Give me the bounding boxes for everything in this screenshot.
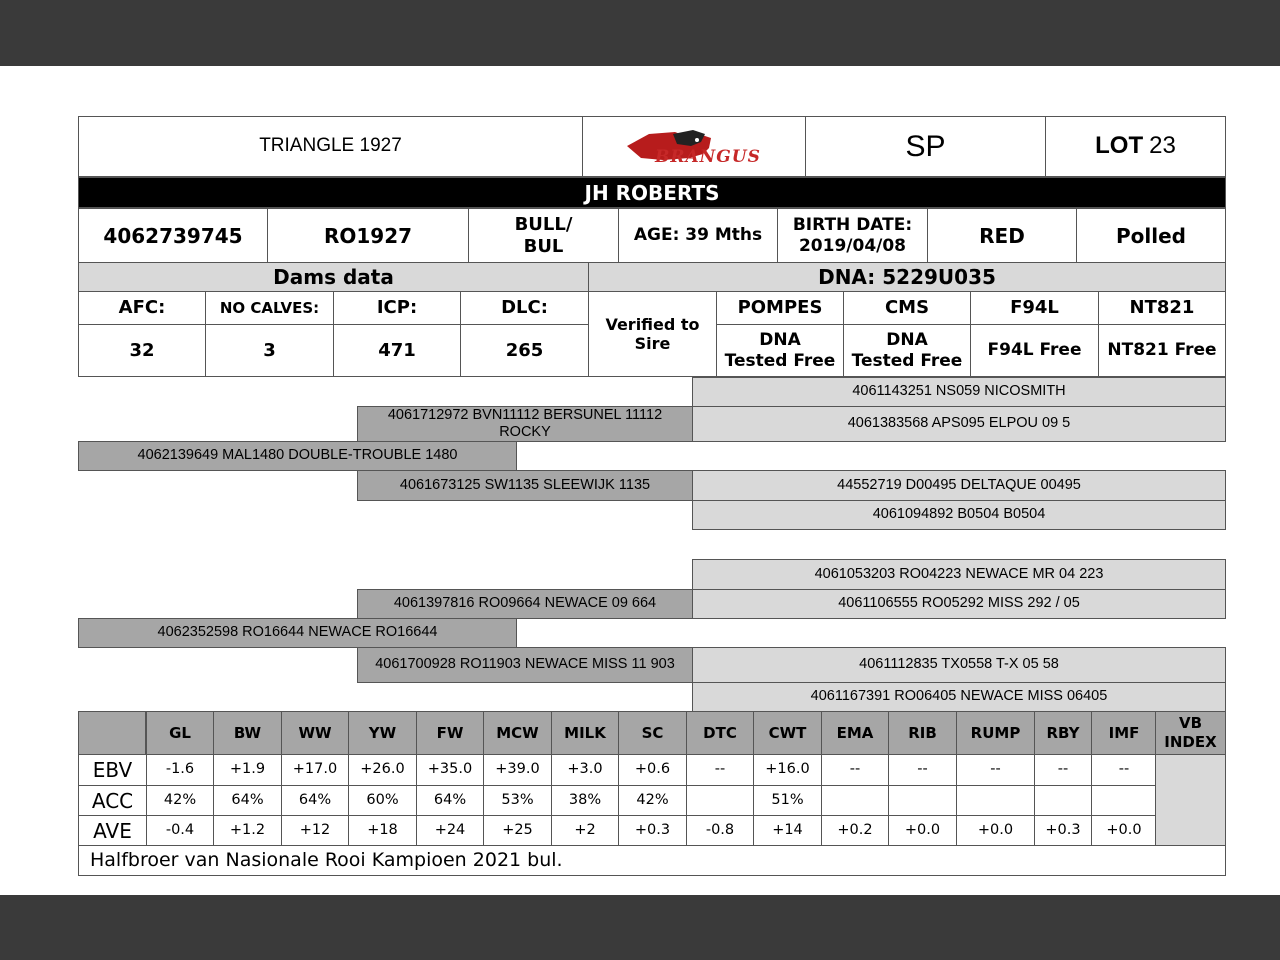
verified-to-sire xyxy=(588,291,717,377)
sex xyxy=(468,208,619,263)
ebv-cell: +1.9 xyxy=(213,754,282,786)
ebv-cell xyxy=(821,785,889,816)
ebv-cell xyxy=(686,785,754,816)
ebv-cell: 42% xyxy=(146,785,214,816)
ebv-cell: +16.0 xyxy=(753,754,822,786)
pedigree-sire: 4062139649 MAL1480 DOUBLE-TROUBLE 1480 xyxy=(78,441,517,471)
birth-date xyxy=(777,208,928,263)
pedigree-sire-dam-sire: 44552719 D00495 DELTAQUE 00495 xyxy=(692,470,1226,501)
ebv-corner-cell xyxy=(78,711,146,755)
ebv-cell: -- xyxy=(956,754,1035,786)
ebv-row-label: ACC xyxy=(78,785,147,816)
ebv-cell: -- xyxy=(821,754,889,786)
verified-line-1: Verified to xyxy=(605,314,700,334)
verified-line-2: Sire xyxy=(634,334,671,353)
icp-label: ICP: xyxy=(333,291,461,325)
ebv-cell: +35.0 xyxy=(416,754,484,786)
ebv-cell: +14 xyxy=(753,815,822,847)
ebv-cell: +1.2 xyxy=(213,815,282,847)
ebv-cell: 51% xyxy=(753,785,822,816)
ebv-trait-header: DTC xyxy=(686,711,754,755)
dna-title: DNA: 5229U035 xyxy=(588,262,1226,292)
ebv-cell xyxy=(956,785,1035,816)
ebv-trait-header: YW xyxy=(348,711,417,755)
herd-number: RO1927 xyxy=(267,208,469,263)
no-calves-label: NO CALVES: xyxy=(205,291,334,325)
ebv-cell xyxy=(1034,785,1092,816)
pedigree-dam-dam-sire: 4061112835 TX0558 T-X 05 58 xyxy=(692,647,1226,683)
pedigree-dam: 4062352598 RO16644 NEWACE RO16644 xyxy=(78,618,517,648)
ebv-cell: -0.4 xyxy=(146,815,214,847)
ebv-cell: +0.0 xyxy=(1091,815,1157,847)
dlc-label: DLC: xyxy=(460,291,589,325)
lot-number: 23 xyxy=(1149,132,1176,160)
comment: Halfbroer van Nasionale Rooi Kampioen 2021 bul. xyxy=(78,845,1226,876)
top-frame-bar xyxy=(0,0,1280,66)
pedigree-sire-sire: 4061712972 BVN11112 BERSUNEL 11112 ROCKY xyxy=(357,406,693,442)
ebv-cell: 42% xyxy=(618,785,687,816)
ebv-cell: +17.0 xyxy=(281,754,349,786)
ebv-cell: +18 xyxy=(348,815,417,847)
dams-data-title: Dams data xyxy=(78,262,589,292)
cms-result-line-2: Tested Free xyxy=(851,350,963,371)
ebv-cell: -0.8 xyxy=(686,815,754,847)
lot-label: LOT xyxy=(1095,132,1144,160)
vb-index-line-2: INDEX xyxy=(1164,733,1217,751)
vb-index-line-1: VB xyxy=(1178,714,1203,733)
ebv-trait-header: RUMP xyxy=(956,711,1035,755)
pedigree-sire-sire-sire: 4061143251 NS059 NICOSMITH xyxy=(692,377,1226,407)
ebv-cell: 64% xyxy=(281,785,349,816)
cms-result xyxy=(843,324,971,377)
ebv-trait-header: BW xyxy=(213,711,282,755)
category: SP xyxy=(805,116,1046,177)
breeder-banner: JH ROBERTS xyxy=(78,177,1226,208)
ebv-cell: +24 xyxy=(416,815,484,847)
pedigree-dam-sire: 4061397816 RO09664 NEWACE 09 664 xyxy=(357,589,693,619)
horn-status: Polled xyxy=(1076,208,1226,263)
pompes-label: POMPES xyxy=(716,291,844,325)
sex-line-1: BULL/ xyxy=(514,213,573,235)
sex-line-2: BUL xyxy=(523,235,564,257)
ebv-cell: +12 xyxy=(281,815,349,847)
ebv-trait-header: RIB xyxy=(888,711,957,755)
ebv-trait-header: MILK xyxy=(551,711,619,755)
ebv-cell: -- xyxy=(686,754,754,786)
ebv-cell: +0.2 xyxy=(821,815,889,847)
ebv-trait-header: SC xyxy=(618,711,687,755)
ebv-trait-header: RBY xyxy=(1034,711,1092,755)
ebv-cell xyxy=(1091,785,1157,816)
dlc-value: 265 xyxy=(460,324,589,377)
f94l-result: F94L Free xyxy=(970,324,1099,377)
brangus-logo xyxy=(582,116,806,177)
ebv-cell: -- xyxy=(1091,754,1157,786)
ebv-cell: +3.0 xyxy=(551,754,619,786)
pedigree-dam-dam-dam: 4061167391 RO06405 NEWACE MISS 06405 xyxy=(692,682,1226,712)
pedigree-dam-dam: 4061700928 RO11903 NEWACE MISS 11 903 xyxy=(357,647,693,683)
ebv-cell: +25 xyxy=(483,815,552,847)
ebv-cell: +2 xyxy=(551,815,619,847)
ebv-cell: 60% xyxy=(348,785,417,816)
color: RED xyxy=(927,208,1077,263)
ebv-cell xyxy=(888,785,957,816)
ebv-cell: -- xyxy=(1034,754,1092,786)
ebv-cell: 38% xyxy=(551,785,619,816)
f94l-label: F94L xyxy=(970,291,1099,325)
ebv-row-label: AVE xyxy=(78,815,147,847)
cms-label: CMS xyxy=(843,291,971,325)
vb-index-header xyxy=(1155,711,1226,755)
afc-value: 32 xyxy=(78,324,206,377)
ebv-trait-header: EMA xyxy=(821,711,889,755)
ebv-cell: +0.6 xyxy=(618,754,687,786)
pedigree-dam-sire-dam: 4061106555 RO05292 MISS 292 / 05 xyxy=(692,589,1226,619)
ebv-cell: +0.0 xyxy=(956,815,1035,847)
pedigree-sire-dam-dam: 4061094892 B0504 B0504 xyxy=(692,500,1226,530)
age: AGE: 39 Mths xyxy=(618,208,778,263)
vb-index-value xyxy=(1155,754,1226,846)
afc-label: AFC: xyxy=(78,291,206,325)
ebv-cell: 64% xyxy=(213,785,282,816)
ebv-cell: +0.3 xyxy=(618,815,687,847)
pompes-result-line-1: DNA xyxy=(759,330,801,351)
nt821-label: NT821 xyxy=(1098,291,1226,325)
ebv-trait-header: FW xyxy=(416,711,484,755)
ebv-trait-header: CWT xyxy=(753,711,822,755)
birth-date-label: BIRTH DATE: xyxy=(792,215,913,236)
pompes-result-line-2: Tested Free xyxy=(724,350,836,371)
logo-text: BRANGUS xyxy=(655,147,761,167)
pedigree-dam-sire-sire: 4061053203 RO04223 NEWACE MR 04 223 xyxy=(692,559,1226,590)
ebv-cell: +0.3 xyxy=(1034,815,1092,847)
registration-number: 4062739745 xyxy=(78,208,268,263)
ebv-trait-header: WW xyxy=(281,711,349,755)
ebv-cell: 64% xyxy=(416,785,484,816)
pompes-result xyxy=(716,324,844,377)
cms-result-line-1: DNA xyxy=(886,330,928,351)
bottom-frame-bar xyxy=(0,895,1280,960)
ebv-cell: -1.6 xyxy=(146,754,214,786)
icp-value: 471 xyxy=(333,324,461,377)
animal-name: TRIANGLE 1927 xyxy=(78,116,583,177)
ebv-cell: +39.0 xyxy=(483,754,552,786)
ebv-cell: 53% xyxy=(483,785,552,816)
pedigree-sire-sire-dam: 4061383568 APS095 ELPOU 09 5 xyxy=(692,406,1226,442)
no-calves-value: 3 xyxy=(205,324,334,377)
ebv-trait-header: IMF xyxy=(1091,711,1157,755)
pedigree-sire-dam: 4061673125 SW1135 SLEEWIJK 1135 xyxy=(357,470,693,501)
ebv-trait-header: MCW xyxy=(483,711,552,755)
ebv-cell: +0.0 xyxy=(888,815,957,847)
ebv-trait-header: GL xyxy=(146,711,214,755)
nt821-result: NT821 Free xyxy=(1098,324,1226,377)
lot-box xyxy=(1045,116,1226,177)
ebv-cell: +26.0 xyxy=(348,754,417,786)
birth-date-value: 2019/04/08 xyxy=(798,235,907,256)
ebv-cell: -- xyxy=(888,754,957,786)
ebv-row-label: EBV xyxy=(78,754,147,786)
